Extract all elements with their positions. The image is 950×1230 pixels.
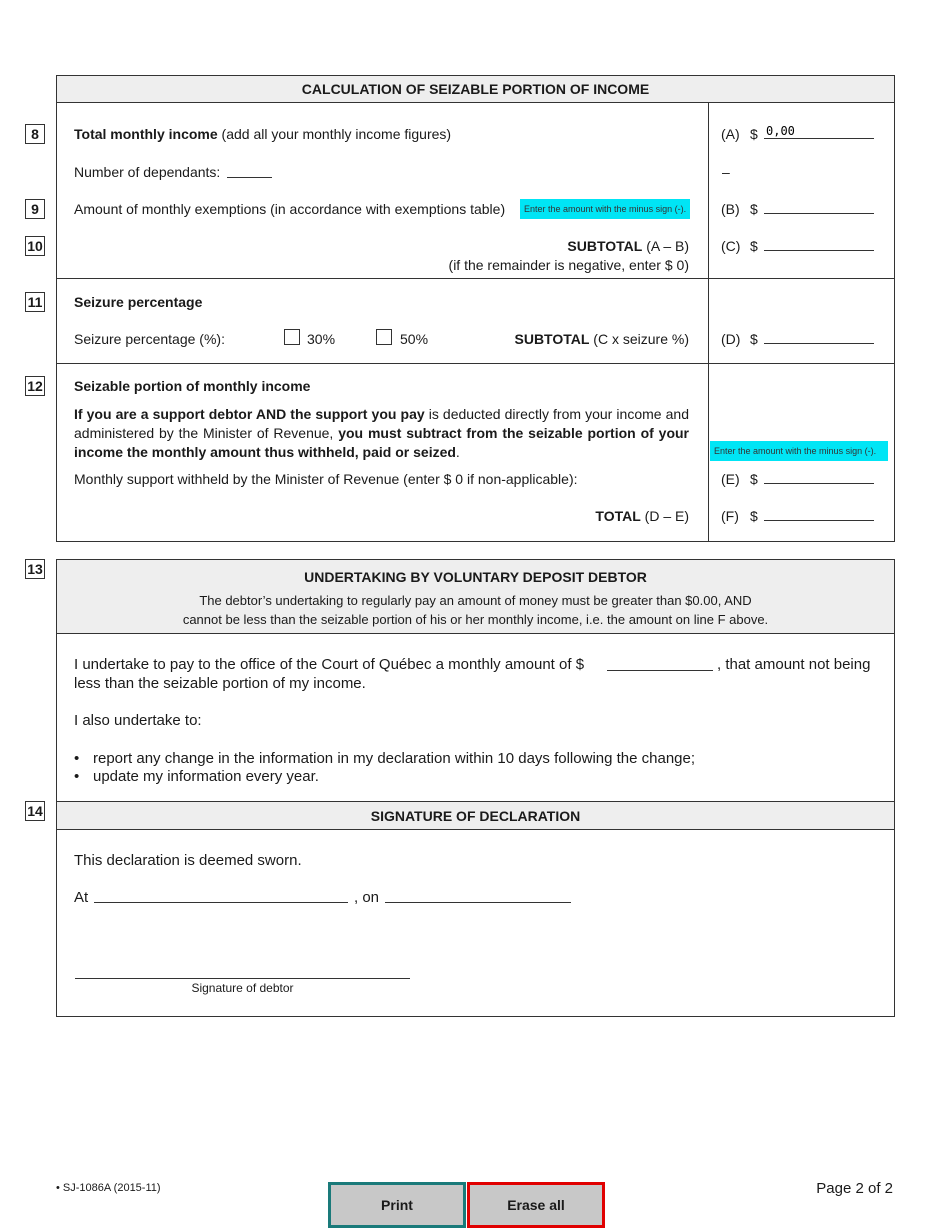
exemptions-label: Amount of monthly exemptions (in accordance with exemptions table) — [74, 201, 506, 217]
signature-line[interactable] — [75, 978, 410, 979]
bullet-1: • — [74, 750, 80, 767]
code-d: (D) — [721, 331, 741, 347]
erase-all-button[interactable]: Erase all — [467, 1182, 605, 1228]
subtotal-c-bold: SUBTOTAL — [567, 238, 643, 254]
seizure-label: Seizure percentage (%): — [74, 331, 225, 347]
divider — [56, 102, 894, 103]
divider — [56, 633, 894, 634]
monthly-amount-field[interactable] — [607, 656, 713, 671]
divider — [56, 278, 894, 279]
subtotal-c-label — [400, 238, 689, 254]
code-c: (C) — [721, 238, 741, 254]
page-number: Page 2 of 2 — [816, 1180, 893, 1197]
section-number-12: 12 — [25, 376, 45, 396]
seizable-heading: Seizable portion of monthly income — [74, 378, 311, 394]
checkbox-30-label: 30% — [307, 331, 336, 347]
total-f-field[interactable] — [764, 506, 874, 521]
subtotal-c-field[interactable] — [764, 236, 874, 251]
undertaking-title: UNDERTAKING BY VOLUNTARY DEPOSIT DEBTOR — [304, 569, 647, 585]
sworn-text: This declaration is deemed sworn. — [74, 852, 302, 869]
bullet-2: • — [74, 768, 80, 785]
exemptions-field[interactable] — [764, 199, 874, 214]
section-number-11: 11 — [25, 292, 45, 312]
para-bold-2: you must subtract from the seizable portion of your income the monthly amount thus withheld, paid or seized — [74, 425, 689, 460]
also-undertake: I also undertake to: — [74, 712, 202, 729]
undertake-text-b: , that amount not being — [717, 656, 871, 673]
subtotal-d-label — [450, 331, 689, 347]
dependants-label: Number of dependants: — [74, 164, 221, 180]
seizure-heading: Seizure percentage — [74, 294, 203, 310]
code-a: (A) — [721, 126, 740, 142]
minus-sign: – — [722, 164, 730, 180]
minus-sign-hint: Enter the amount with the minus sign (-). — [520, 199, 690, 219]
at-label: At — [74, 889, 89, 906]
form-code: • SJ-1086A (2015-11) — [56, 1182, 161, 1194]
signature-title: SIGNATURE OF DECLARATION — [370, 808, 581, 824]
code-e: (E) — [721, 471, 740, 487]
subtotal-d-field[interactable] — [764, 329, 874, 344]
para-bold-1: If you are a support debtor AND the support you pay — [74, 406, 425, 422]
date-field[interactable] — [385, 888, 571, 903]
currency-a: $ — [750, 126, 758, 142]
checkbox-50[interactable] — [376, 329, 392, 345]
section-number-9: 9 — [25, 199, 45, 219]
bullet-text-1: report any change in the information in my declaration within 10 days following the change; — [93, 750, 696, 767]
total-income-label-rest: (add all your monthly income figures) — [217, 126, 452, 142]
section-number-10: 10 — [25, 236, 45, 256]
minus-sign-hint-2: Enter the amount with the minus sign (-). — [710, 441, 888, 461]
section-number-14: 14 — [25, 801, 45, 821]
checkbox-50-label: 50% — [400, 331, 429, 347]
total-f-label — [450, 508, 689, 524]
total-f-rest: (D – E) — [640, 508, 689, 524]
code-f: (F) — [721, 508, 739, 524]
para-end: . — [455, 444, 460, 460]
subtotal-c-note: (if the remainder is negative, enter $ 0) — [448, 257, 689, 273]
dependants-field[interactable] — [227, 163, 272, 178]
total-income-label-bold: Total monthly income — [74, 126, 218, 142]
calc-title: CALCULATION OF SEIZABLE PORTION OF INCOME — [301, 81, 650, 97]
total-income-label — [74, 126, 451, 142]
support-debtor-paragraph — [74, 405, 689, 462]
currency-c: $ — [750, 238, 758, 254]
undertake-text-c: less than the seizable portion of my income. — [74, 675, 366, 692]
currency-e: $ — [750, 471, 758, 487]
subtotal-d-rest: (C x seizure %) — [589, 331, 689, 347]
divider — [56, 829, 894, 830]
currency-f: $ — [750, 508, 758, 524]
divider — [708, 102, 709, 541]
withheld-label: Monthly support withheld by the Minister of Revenue (enter $ 0 if non-applicable): — [74, 471, 578, 487]
subtotal-c-rest: (A – B) — [642, 238, 689, 254]
withheld-field[interactable] — [764, 469, 874, 484]
bullet-text-2: update my information every year. — [93, 768, 319, 785]
currency-d: $ — [750, 331, 758, 347]
checkbox-30[interactable] — [284, 329, 300, 345]
divider — [56, 363, 894, 364]
on-label: , on — [354, 889, 380, 906]
place-field[interactable] — [94, 888, 348, 903]
section-number-13: 13 — [25, 559, 45, 579]
subtotal-d-bold: SUBTOTAL — [514, 331, 590, 347]
total-f-bold: TOTAL — [595, 508, 641, 524]
signature-label: Signature of debtor — [191, 981, 294, 995]
para-text-1: is deducted directly from your income and administered by the Minister of Revenue, — [74, 406, 689, 441]
code-b: (B) — [721, 201, 740, 217]
print-button[interactable]: Print — [328, 1182, 466, 1228]
undertaking-sub-2: cannot be less than the seizable portion of his or her monthly income, i.e. the amount on line F above. — [182, 612, 769, 627]
undertaking-sub-1: The debtor’s undertaking to regularly pay an amount of money must be greater than $0.00, AND — [199, 593, 752, 608]
currency-b: $ — [750, 201, 758, 217]
total-income-field[interactable] — [764, 124, 874, 139]
section-number-8: 8 — [25, 124, 45, 144]
undertake-text-a: I undertake to pay to the office of the Court of Québec a monthly amount of $ — [74, 656, 585, 673]
